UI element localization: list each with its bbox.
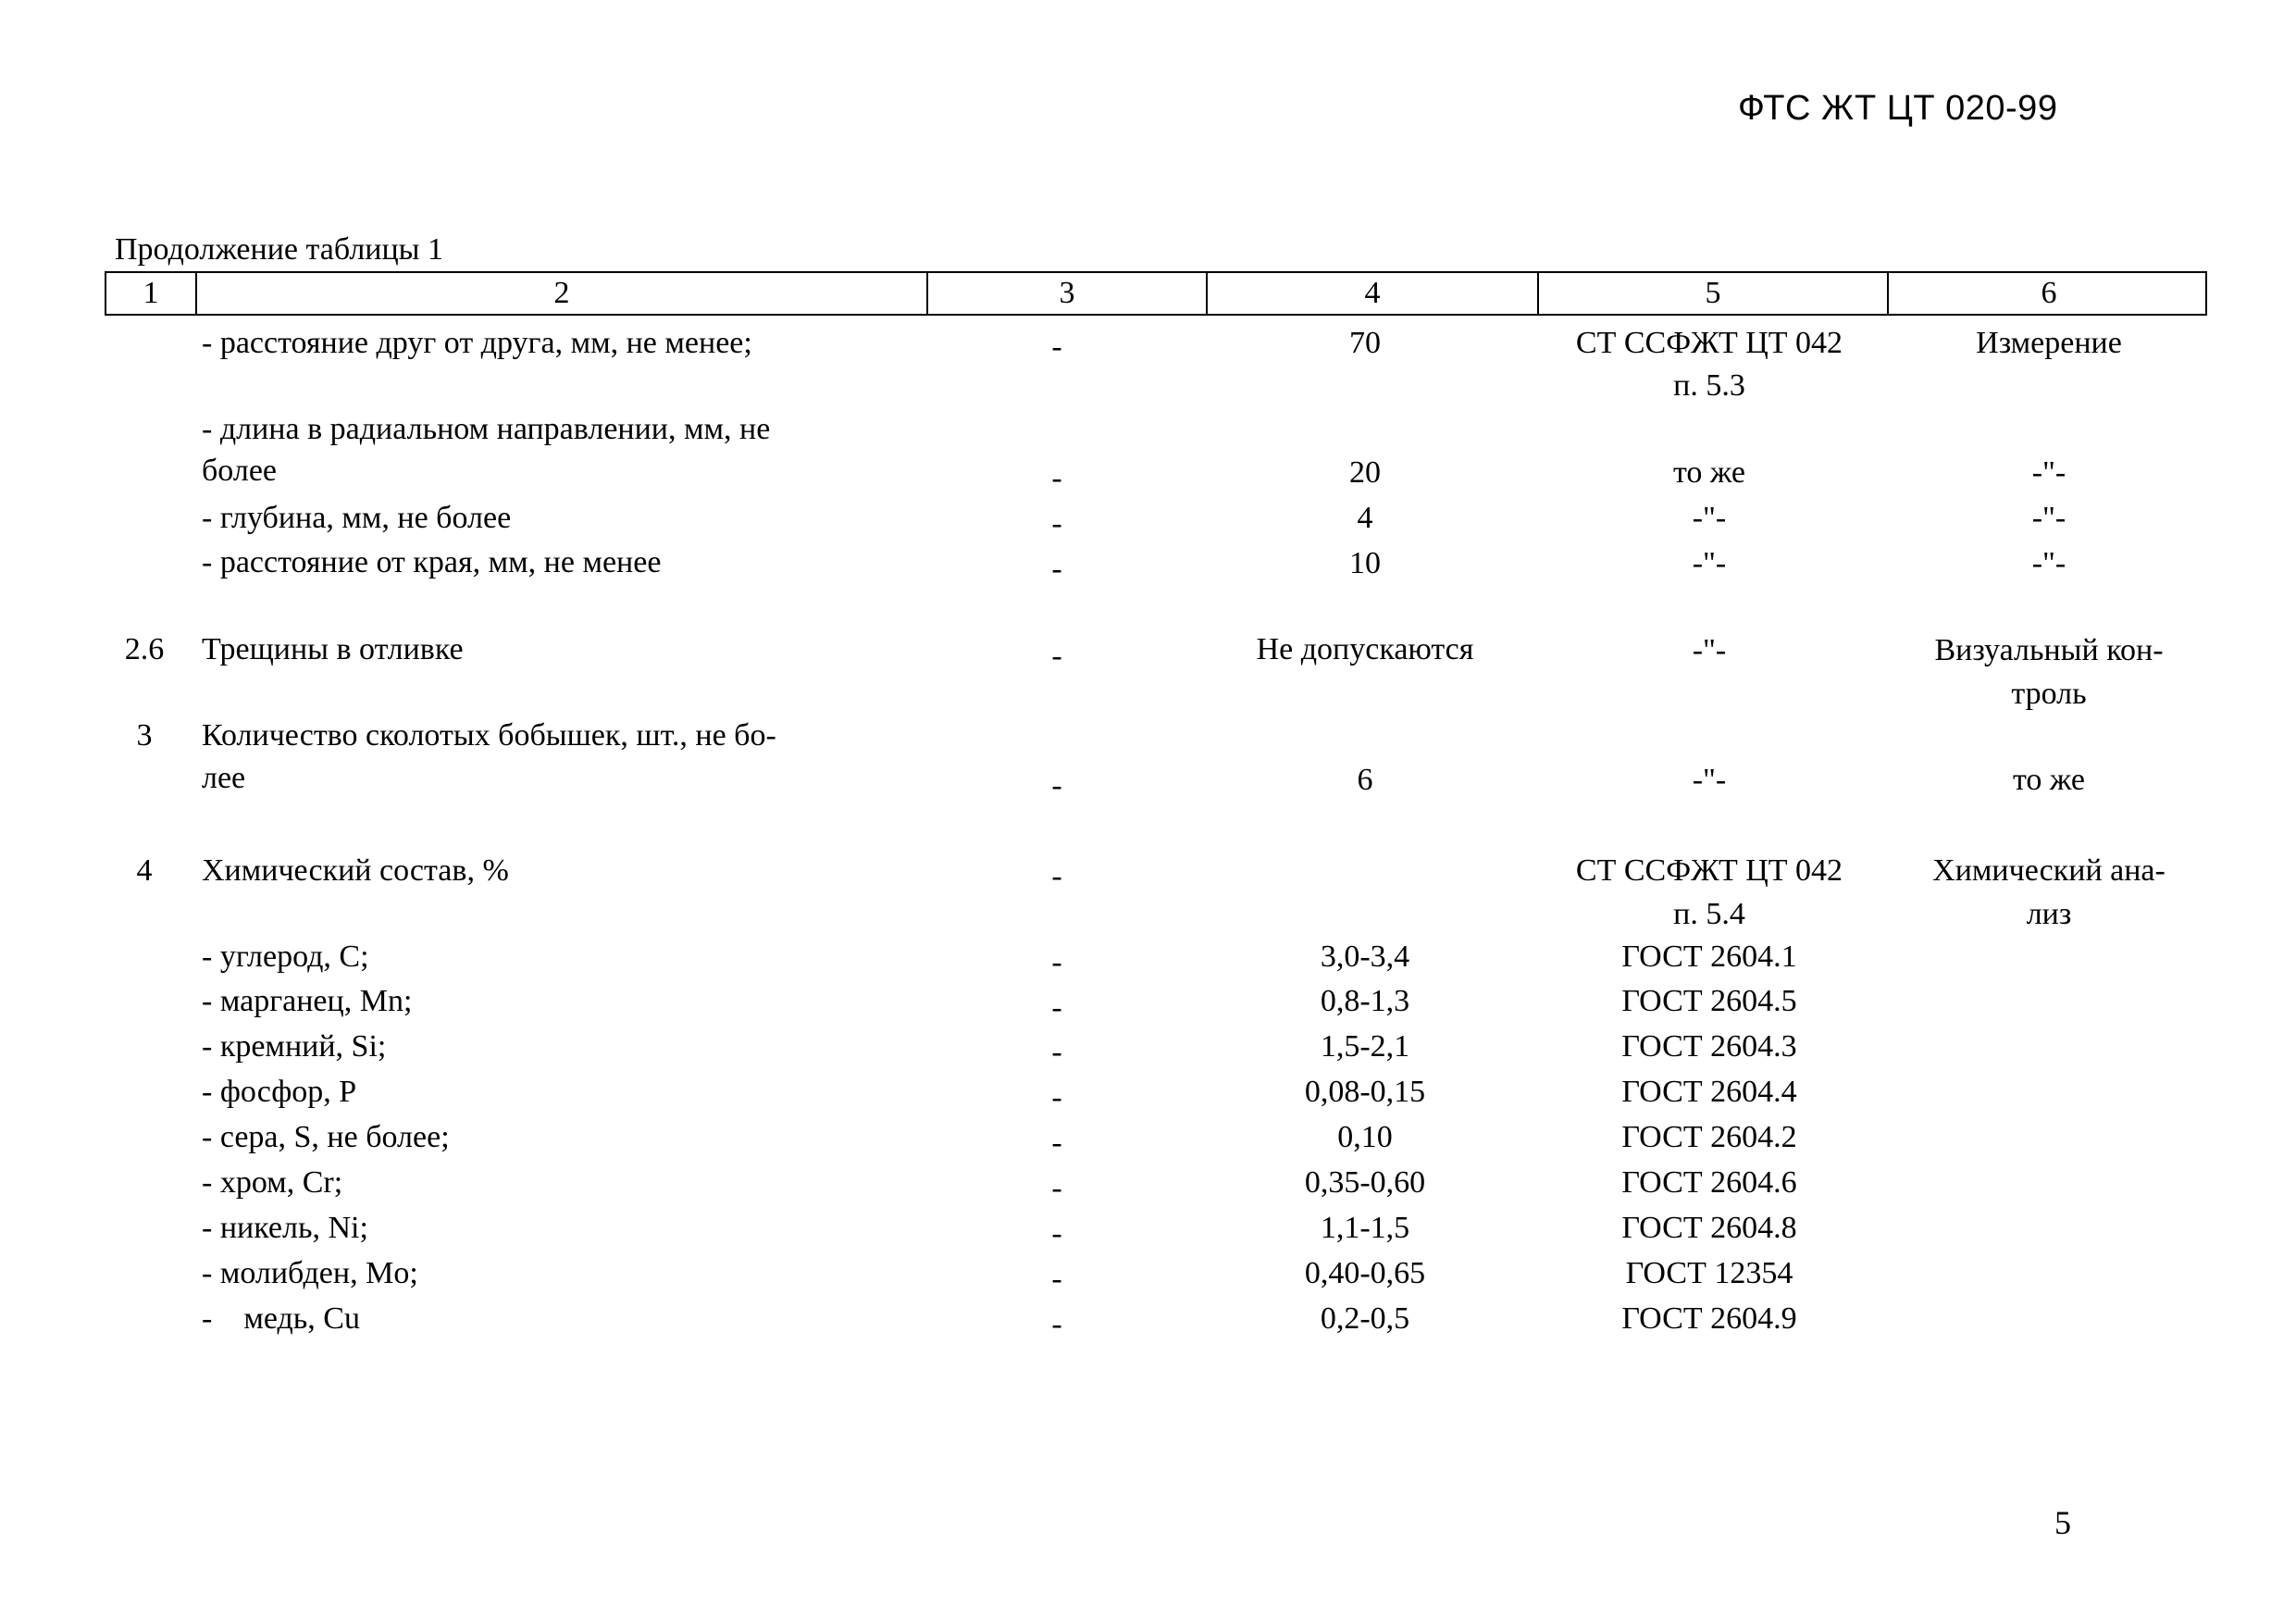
row-method: Химический ана- bbox=[1932, 853, 2166, 888]
row-unit-dash: - bbox=[1051, 1035, 1062, 1069]
row-number: 3 bbox=[136, 718, 153, 753]
column-header-3: 3 bbox=[928, 273, 1208, 314]
row-method: Измерение bbox=[1976, 326, 2122, 360]
row-value: 0,8-1,3 bbox=[1320, 984, 1410, 1018]
row-standard: ГОСТ 2604.2 bbox=[1621, 1120, 1797, 1154]
row-description: более bbox=[202, 454, 277, 488]
row-value: 4 bbox=[1357, 501, 1373, 535]
row-description: Трещины в отливке bbox=[202, 632, 464, 666]
column-header-5: 5 bbox=[1539, 273, 1889, 314]
row-method: лиз bbox=[2026, 897, 2072, 931]
row-value: 10 bbox=[1349, 546, 1381, 580]
column-header-6: 6 bbox=[2041, 276, 2057, 310]
row-unit-dash: - bbox=[1051, 639, 1062, 673]
row-method: -"- bbox=[2031, 501, 2066, 535]
row-unit-dash: - bbox=[1051, 768, 1062, 803]
row-standard: ГОСТ 12354 bbox=[1625, 1256, 1793, 1290]
row-number: 4 bbox=[136, 853, 153, 888]
row-standard: п. 5.4 bbox=[1673, 897, 1745, 931]
row-description: - никель, Ni; bbox=[202, 1211, 368, 1245]
row-standard: ГОСТ 2604.3 bbox=[1621, 1029, 1797, 1064]
row-value: 0,2-0,5 bbox=[1320, 1301, 1410, 1336]
row-unit-dash: - bbox=[1051, 1126, 1062, 1160]
row-unit-dash: - bbox=[1051, 461, 1062, 495]
row-standard: -"- bbox=[1692, 633, 1727, 667]
row-standard: ГОСТ 2604.6 bbox=[1621, 1165, 1797, 1200]
row-description: - сера, S, не более; bbox=[202, 1120, 450, 1154]
row-description: - кремний, Si; bbox=[202, 1029, 387, 1064]
row-description: - углерод, С; bbox=[202, 940, 369, 974]
row-method: -"- bbox=[2031, 546, 2066, 580]
row-standard: ГОСТ 2604.4 bbox=[1621, 1075, 1797, 1109]
row-standard: п. 5.3 bbox=[1673, 368, 1745, 403]
row-standard: ГОСТ 2604.8 bbox=[1621, 1211, 1797, 1245]
row-unit-dash: - bbox=[1051, 330, 1062, 364]
row-standard: ГОСТ 2604.5 bbox=[1621, 984, 1797, 1018]
row-unit-dash: - bbox=[1051, 1307, 1062, 1341]
row-value: 1,1-1,5 bbox=[1320, 1211, 1410, 1245]
row-method: троль bbox=[2011, 677, 2087, 711]
row-value: 0,08-0,15 bbox=[1304, 1075, 1426, 1109]
row-value: 0,10 bbox=[1337, 1120, 1393, 1154]
document-code: ФТС ЖТ ЦТ 020-99 bbox=[1738, 89, 2058, 128]
row-unit-dash: - bbox=[1051, 1171, 1062, 1205]
row-unit-dash: - bbox=[1051, 506, 1062, 541]
row-value: Не допускаются bbox=[1256, 632, 1474, 666]
table-header-row bbox=[105, 271, 2207, 316]
row-description: - хром, Cr; bbox=[202, 1165, 343, 1200]
table-caption: Продолжение таблицы 1 bbox=[115, 232, 444, 267]
row-unit-dash: - bbox=[1051, 1262, 1062, 1296]
row-value: 3,0-3,4 bbox=[1320, 940, 1410, 974]
column-header-2: 2 bbox=[197, 273, 928, 314]
row-value: 6 bbox=[1357, 763, 1373, 797]
row-description: - глубина, мм, не более bbox=[202, 501, 512, 535]
row-value: 0,35-0,60 bbox=[1304, 1165, 1426, 1200]
row-value: 0,40-0,65 bbox=[1304, 1256, 1426, 1290]
column-header-4: 4 bbox=[1208, 273, 1539, 314]
column-header-1: 1 bbox=[106, 273, 197, 314]
row-description: - расстояние друг от друга, мм, не менее; bbox=[202, 326, 752, 360]
row-unit-dash: - bbox=[1051, 859, 1062, 893]
row-description: - марганец, Mn; bbox=[202, 984, 413, 1018]
row-description: - фосфор, Р bbox=[202, 1075, 357, 1109]
row-description: - медь, Cu bbox=[202, 1301, 360, 1336]
row-unit-dash: - bbox=[1051, 1080, 1062, 1114]
row-standard: СТ ССФЖТ ЦТ 042 bbox=[1575, 326, 1843, 360]
row-description: лее bbox=[202, 761, 246, 795]
row-unit-dash: - bbox=[1051, 1216, 1062, 1251]
row-value: 70 bbox=[1349, 326, 1381, 360]
row-standard: то же bbox=[1672, 455, 1746, 490]
row-description: Количество сколотых бобышек, шт., не бо- bbox=[202, 718, 776, 753]
row-method: то же bbox=[2012, 763, 2086, 797]
row-standard: СТ ССФЖТ ЦТ 042 bbox=[1575, 853, 1843, 888]
row-description: - молибден, Mo; bbox=[202, 1256, 418, 1290]
row-standard: -"- bbox=[1692, 546, 1727, 580]
page-number: 5 bbox=[2054, 1504, 2071, 1541]
row-standard: -"- bbox=[1692, 501, 1727, 535]
row-description: Химический состав, % bbox=[202, 853, 509, 888]
row-description: - расстояние от края, мм, не менее bbox=[202, 545, 662, 579]
row-value: 20 bbox=[1349, 455, 1381, 490]
row-standard: ГОСТ 2604.9 bbox=[1621, 1301, 1797, 1336]
row-standard: -"- bbox=[1692, 763, 1727, 797]
row-unit-dash: - bbox=[1051, 945, 1062, 979]
row-description: - длина в радиальном направлении, мм, не bbox=[202, 412, 771, 446]
row-unit-dash: - bbox=[1051, 990, 1062, 1025]
row-value: 1,5-2,1 bbox=[1320, 1029, 1410, 1064]
row-method: Визуальный кон- bbox=[1934, 633, 2164, 667]
row-method: -"- bbox=[2031, 455, 2066, 490]
row-standard: ГОСТ 2604.1 bbox=[1621, 940, 1797, 974]
row-unit-dash: - bbox=[1051, 552, 1062, 586]
row-number: 2.6 bbox=[124, 632, 165, 666]
